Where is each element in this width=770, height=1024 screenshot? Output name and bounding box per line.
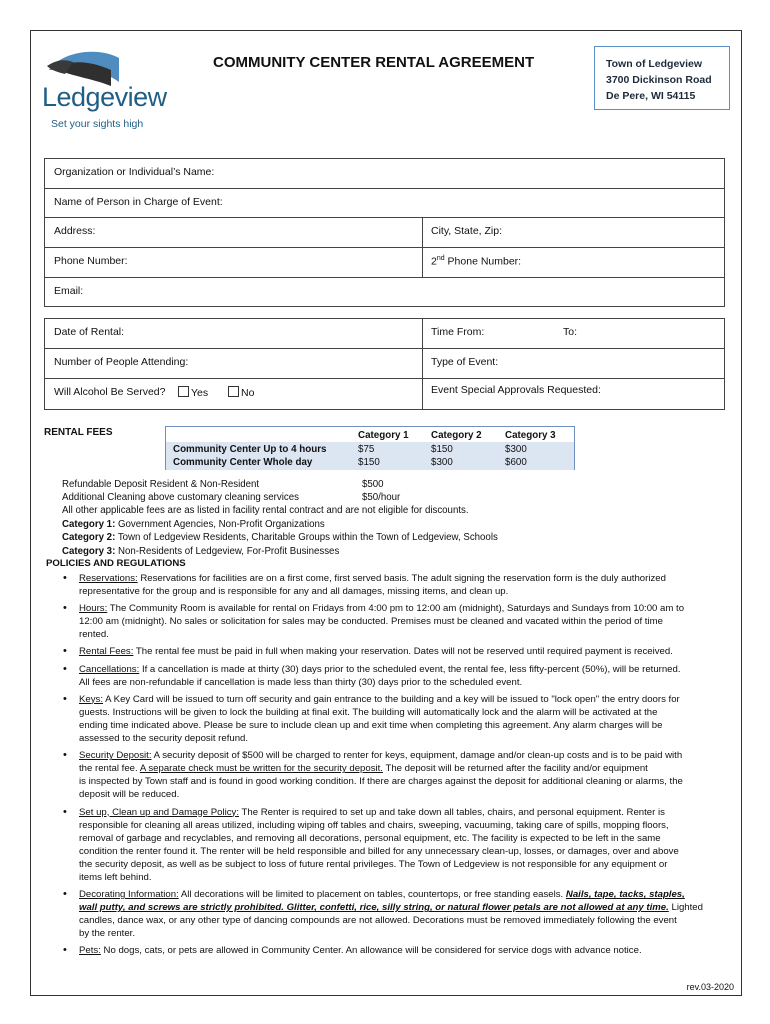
alcohol-row — [45, 379, 724, 409]
fee-cell: $300 — [505, 444, 527, 455]
policy-title: Set up, Clean up and Damage Policy: — [79, 806, 239, 818]
org-name-field[interactable] — [45, 159, 724, 189]
phone-row — [45, 248, 724, 278]
city-state-zip-label[interactable]: City, State, Zip: — [431, 225, 502, 237]
phone2-prefix: 2 — [431, 255, 437, 268]
policy-text: All decorations will be limited to placement on tables, countertops, or free standing easels. — [180, 889, 566, 901]
person-in-charge-field[interactable] — [45, 189, 724, 218]
category-1-label: Category 1: — [62, 519, 116, 530]
policy-title: Decorating Information: — [79, 889, 179, 901]
policy-text: representative for the group and is responsible for any and all damages, missing items, and clean up. — [79, 586, 509, 598]
deposit-label: Refundable Deposit Resident & Non-Resident — [62, 479, 260, 490]
page-title: COMMUNITY CENTER RENTAL AGREEMENT — [213, 54, 535, 71]
policy-title: Cancellations: — [79, 663, 140, 675]
time-to-label[interactable]: To: — [563, 326, 578, 338]
policy-emphasis: Nails, tape, tacks, staples, — [565, 889, 685, 901]
policy-text: A security deposit of $500 will be charged to renter for keys, equipment, damage and/or clean-up costs and is to be paid with — [153, 750, 683, 762]
policy-text: If a cancellation is made at thirty (30) days prior to the scheduled event, the rental fee, less fifty-percent (50%), will be returned. — [141, 663, 681, 675]
deposit-value: $500 — [362, 479, 384, 490]
divider — [422, 248, 423, 277]
phone2-text: Phone Number: — [444, 255, 522, 268]
category-2-label: Category 2: — [62, 532, 116, 543]
column-header: Category 3 — [505, 430, 556, 441]
logo-wordmark: Ledgeview — [42, 82, 167, 112]
category-3-line — [62, 545, 339, 558]
yes-label: Yes — [191, 387, 209, 399]
phone2-sup: nd — [436, 255, 445, 262]
policy-text: All fees are non-refundable if cancellation is made less than thirty (30) days prior to the scheduled event. — [79, 676, 523, 688]
policy-text: Lighted — [668, 902, 703, 914]
list-item — [60, 645, 730, 658]
other-fees-note: All other applicable fees are as listed in facility rental contract and are not eligible for discounts. — [62, 505, 469, 516]
policy-text: The Renter is required to set up and take down all tables, chairs, and personal equipment. Renter is — [241, 806, 665, 818]
alcohol-label: Will Alcohol Be Served? — [54, 386, 166, 398]
policy-title: Keys: — [79, 693, 103, 705]
policy-text: deposit will be reduced. — [79, 789, 180, 801]
fee-cell: $600 — [505, 457, 527, 468]
phone-label[interactable]: Phone Number: — [54, 255, 128, 267]
fee-cell: $300 — [431, 457, 453, 468]
time-from-label[interactable]: Time From: — [431, 326, 485, 338]
policy-title: Hours: — [79, 603, 108, 615]
column-header: Category 1 — [358, 430, 409, 441]
rental-fees-heading: RENTAL FEES — [44, 427, 113, 438]
email-label: Email: — [54, 285, 84, 297]
event-type-label[interactable]: Type of Event: — [431, 356, 499, 368]
policy-text: A Key Card will be issued to turn off security and gain entrance to the building and a key will be issued to "lock open" the entry doors for — [105, 693, 680, 705]
list-item — [60, 572, 730, 598]
policy-text: The Community Room is available for rental on Fridays from 4:00 pm to 12:00 am (midnight), Saturdays and Sundays from 10:00 am to — [109, 603, 685, 615]
cleaning-label: Additional Cleaning above customary cleaning services — [62, 492, 299, 503]
divider — [422, 218, 423, 247]
list-item — [60, 888, 730, 940]
policy-text: 12:00 am (midnight). No sales or solicitation for sales may be conducted. Premises must be cleaned and vacated within the period of time — [79, 616, 663, 628]
fee-cell: $150 — [358, 457, 380, 468]
policies-heading: POLICIES AND REGULATIONS — [46, 558, 186, 569]
category-2-line — [62, 531, 498, 544]
logo-tagline: Set your sights high — [51, 118, 144, 130]
list-item — [60, 806, 730, 885]
address-line-2: 3700 Dickinson Road — [606, 74, 712, 86]
org-name-label: Organization or Individual’s Name: — [54, 166, 215, 178]
list-item — [60, 944, 730, 957]
policy-text: assessed to the security deposit refund. — [79, 733, 249, 745]
policy-title: Reservations: — [79, 573, 138, 584]
policy-text: is inspected by Town staff and is found in good working condition. If there are charges against the deposit for additional cleaning or alarms, the — [79, 776, 683, 788]
list-item — [60, 749, 730, 801]
policy-text: the rental fee. — [79, 763, 140, 775]
person-in-charge-label: Name of Person in Charge of Event: — [54, 196, 223, 208]
people-type-row — [45, 349, 724, 379]
email-field[interactable] — [45, 278, 724, 306]
policy-title: Rental Fees: — [79, 646, 134, 658]
policy-emphasis: wall putty, and screws are strictly prohibited. Glitter, confetti, rice, silly string, or natural flower petals are not allowed at any time. — [79, 902, 669, 914]
policy-text: rented. — [79, 629, 109, 641]
policy-title: Security Deposit: — [79, 750, 152, 762]
fee-cell: $75 — [358, 444, 375, 455]
no-label: No — [241, 387, 255, 399]
special-approvals-label[interactable]: Event Special Approvals Requested: — [431, 384, 601, 396]
policy-text: removal of garbage and recyclables, and removing all decorations, personal equipment, etc. The facility is expected to be left in the same — [79, 832, 661, 844]
people-attending-label[interactable]: Number of People Attending: — [54, 356, 189, 368]
category-1-text: Government Agencies, Non-Profit Organizations — [115, 519, 325, 530]
policy-text: The deposit will be returned after the facility and/or equipment — [382, 763, 648, 775]
policy-text: Reservations for facilities are on a first come, first served basis. The adult signing the reservation form is the duly authorized — [140, 573, 666, 584]
policy-text: guests. Instructions will be given to lock the building at final exit. The building will automatically lock and the alarm will be activated at the — [79, 706, 658, 718]
checkbox-icon — [228, 386, 239, 397]
category-3-text: Non-Residents of Ledgeview, For-Profit Businesses — [115, 546, 340, 557]
list-item — [60, 602, 730, 641]
checkbox-icon — [178, 386, 189, 397]
event-form — [44, 318, 725, 410]
policy-text: ending time indicated above. Please be sure to include clean up and exit time when completing this agreement. Any alarm charges will be — [79, 719, 663, 731]
policies-list — [60, 572, 730, 962]
policy-text: the security deposit, as well as be subject to loss of future rental privileges. The Town of Ledgeview is not responsible for any equipment or — [79, 858, 668, 870]
category-1-line — [62, 518, 325, 531]
list-item — [60, 693, 730, 745]
policy-text: responsible for cleaning all areas utilized, including wiping off tables and chairs, sweeping, vacuuming, taking care of spills, mopping floors, — [79, 819, 669, 831]
phone2-label[interactable] — [431, 255, 521, 268]
row-label: Community Center Whole day — [173, 457, 313, 468]
date-of-rental-label[interactable]: Date of Rental: — [54, 326, 125, 338]
policy-title: Pets: — [79, 945, 101, 957]
fee-cell: $150 — [431, 444, 453, 455]
address-label[interactable]: Address: — [54, 225, 96, 237]
list-item — [60, 663, 730, 689]
policy-text: The rental fee must be paid in full when making your reservation. Dates will not be reserved until required payment is received. — [135, 646, 673, 658]
column-header: Category 2 — [431, 430, 482, 441]
policy-text: condition the renter found it. The renter will be held responsible and billed for any unnecessary clean-up, losses, or damages, over and above — [79, 845, 679, 857]
address-box — [594, 46, 730, 110]
cleaning-value: $50/hour — [362, 492, 401, 503]
row-label: Community Center Up to 4 hours — [173, 444, 327, 455]
revision-label: rev.03-2020 — [686, 982, 734, 992]
policy-underlined: A separate check must be written for the security deposit. — [139, 763, 383, 775]
fees-table — [165, 426, 575, 470]
contact-form — [44, 158, 725, 307]
policy-text: No dogs, cats, or pets are allowed in Community Center. An allowance will be considered for service dogs with advance notice. — [103, 945, 642, 957]
category-2-text: Town of Ledgeview Residents, Charitable Groups within the Town of Ledgeview, Schools — [115, 532, 498, 543]
policy-text: candles, dance wax, or any other type of dancing compounds are not allowed. Decorations must be removed immediately following the event — [79, 915, 677, 927]
address-line-1: Town of Ledgeview — [606, 58, 703, 70]
date-time-row — [45, 319, 724, 349]
address-row — [45, 218, 724, 248]
policy-text: by the renter. — [79, 928, 135, 940]
category-3-label: Category 3: — [62, 546, 116, 557]
alcohol-no-checkbox[interactable] — [228, 386, 254, 399]
address-line-3: De Pere, WI 54115 — [606, 90, 696, 102]
policy-text: items left behind. — [79, 871, 152, 883]
alcohol-yes-checkbox[interactable] — [178, 386, 208, 399]
